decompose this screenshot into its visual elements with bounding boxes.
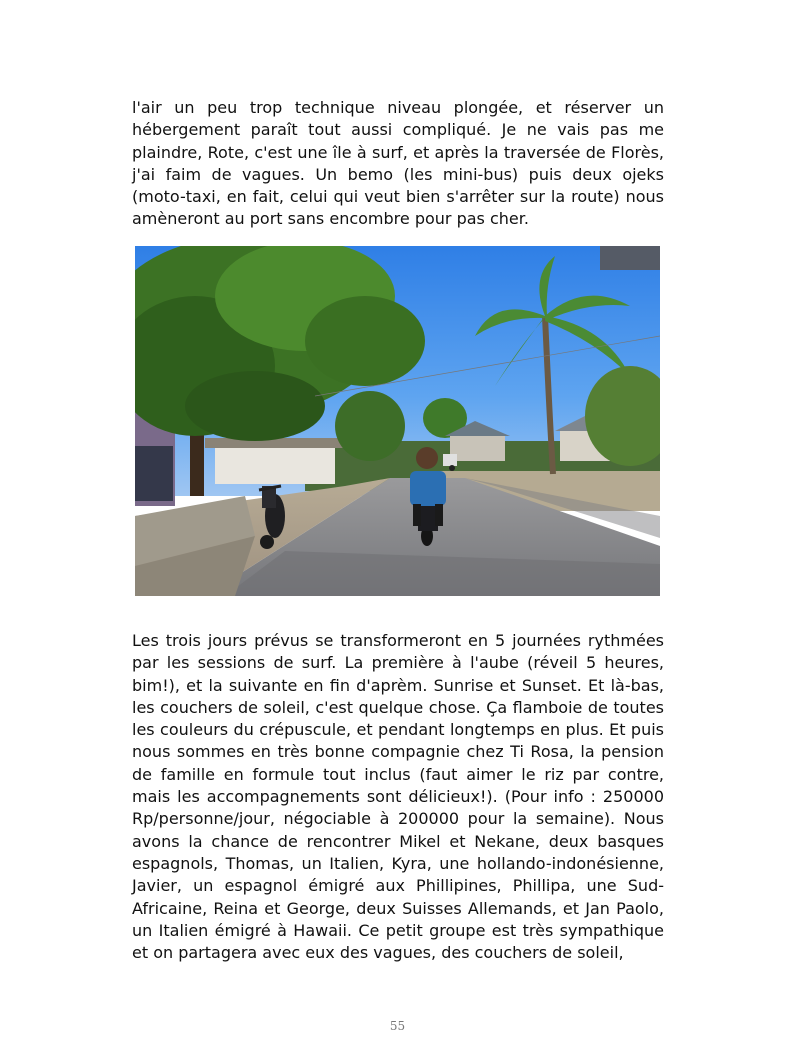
body-paragraph-top: l'air un peu trop technique niveau plongée, et réserver un hébergement paraît tout aussi compliqué. Je ne vais pas me plaindre, Rote, c'est une île à surf, et après la traversée de Florès, j'ai faim de vagues. Un bemo (les mini-bus) puis deux ojeks (moto-taxi, en fait, celui qui veut bien s'arrêter sur la route) nous amèneront au port sans encombre pour pas cher. xyxy=(132,98,664,229)
road-scooter-photo xyxy=(135,246,660,596)
page-number: 55 xyxy=(389,1019,406,1033)
body-paragraph-bottom: Les trois jours prévus se transformeront en 5 journées rythmées par les sessions de surf. La première à l'aube (réveil 5 heures, bim!), et la suivante en fin d'aprèm. Sunrise et Sunset. Et là-bas, les couchers de soleil, c'est quelque chose. Ça flamboie de toutes les couleurs du crépuscule, et pendant longtemps en plus. Et puis nous sommes en très bonne compagnie chez Ti Rosa, la pension de famille en formule tout inclus (faut aimer le riz par contre, mais les accompagnements sont délicieux!). (Pour info : 250000 Rp/personne/jour, négociable à 200000 pour la semaine). Nous avons la chance de rencontrer Mikel et Nekane, deux basques espagnols, Thomas, un Italien, Kyra, une hollando-indonésienne, Javier, un espagnol émigré aux Phillipines, Phillipa, une Sud-Africaine, Reina et George, deux Suisses Allemands, et Jan Paolo, un Italien émigré à Hawaii. Ce petit groupe est très sympathique et on partagera avec eux des vagues, des couchers de soleil, xyxy=(132,631,664,963)
